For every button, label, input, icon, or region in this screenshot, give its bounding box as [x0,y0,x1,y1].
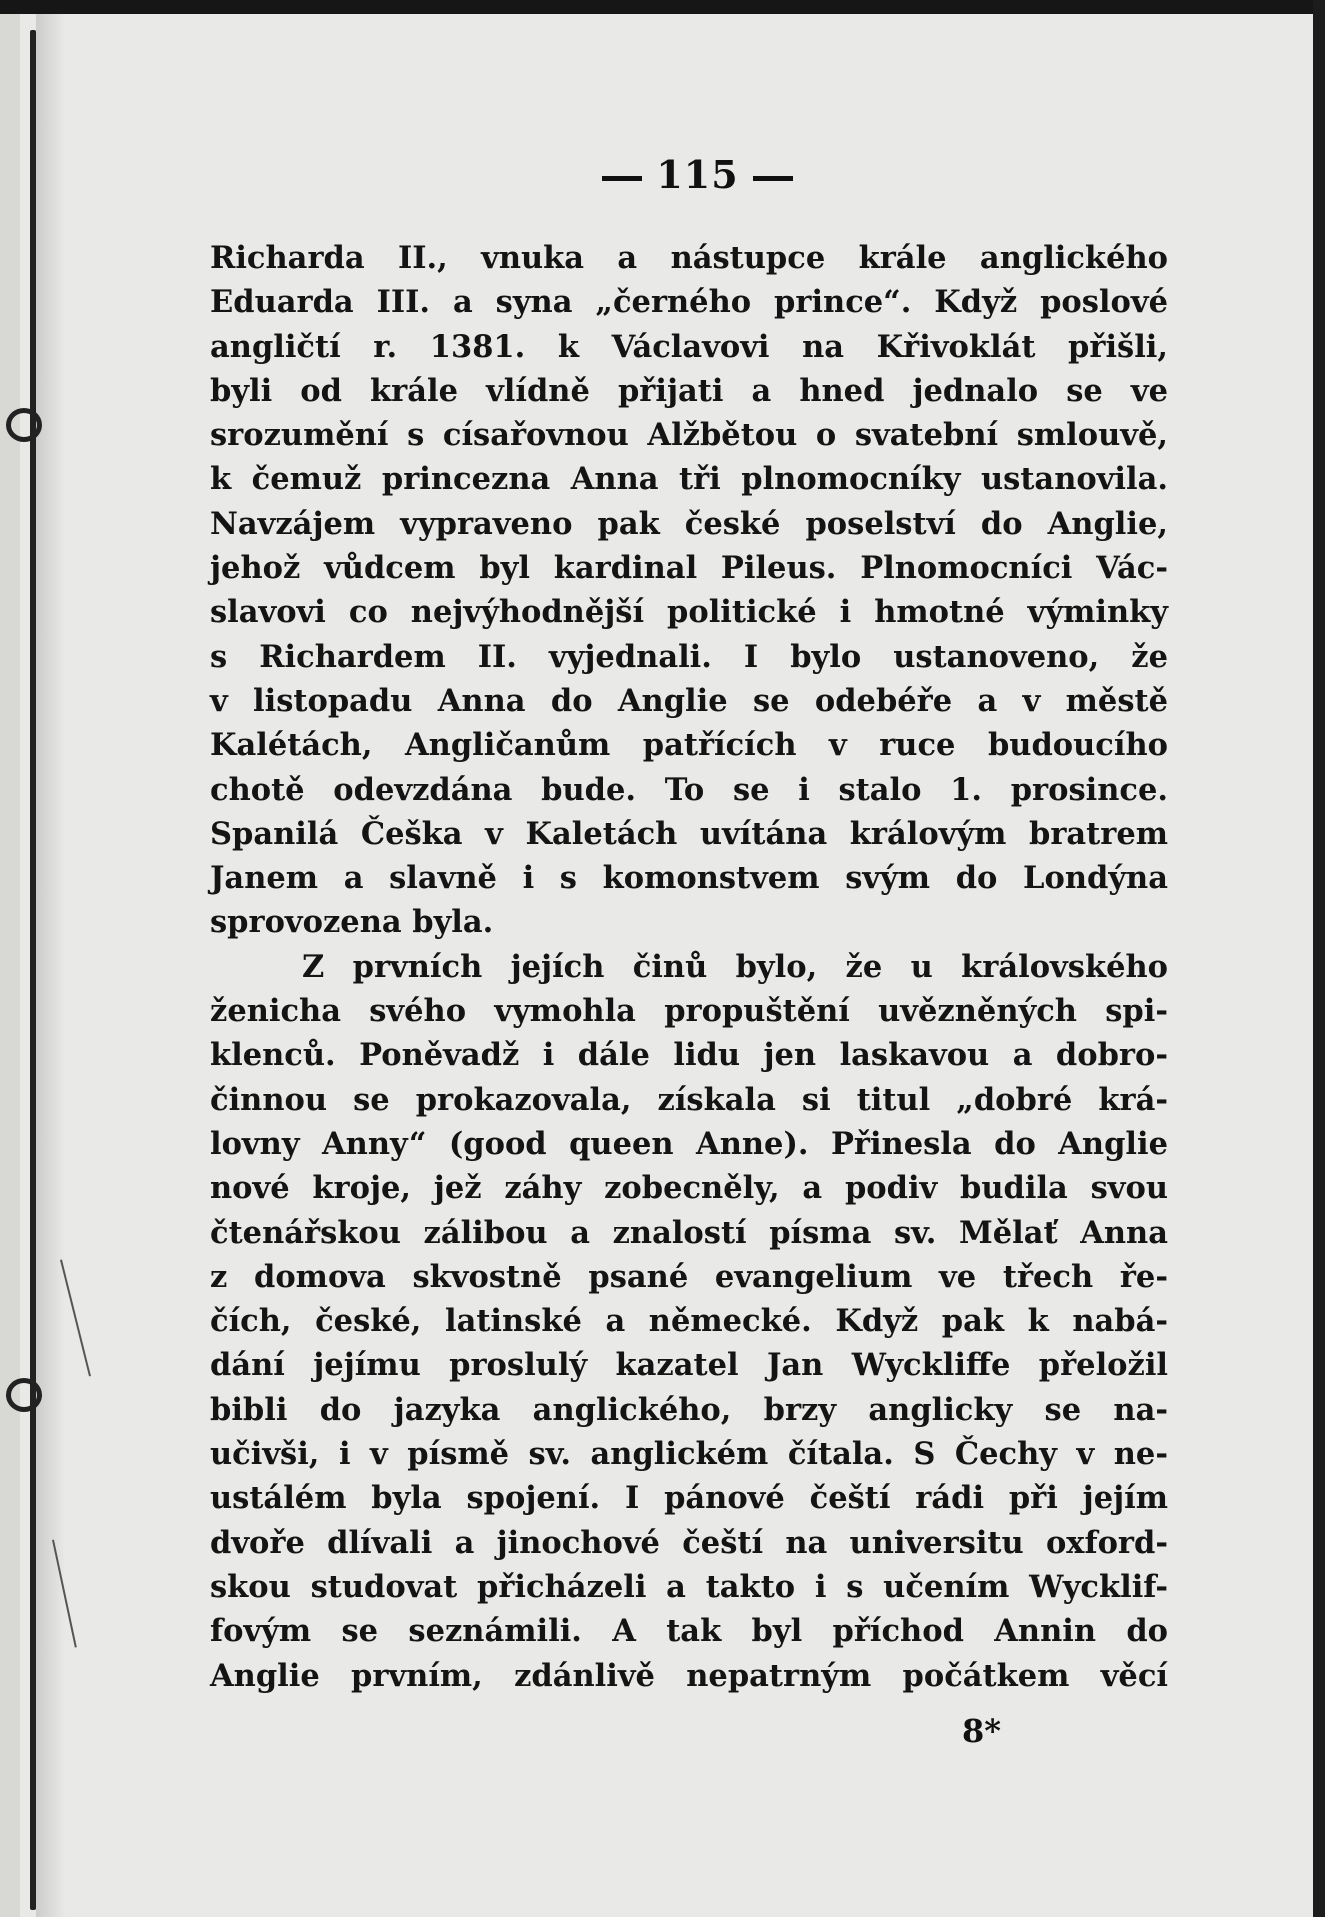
text-line: Navzájem vypraveno pak české poselství do Anglie, [210,505,1168,542]
page-left-margin [0,0,20,1917]
text-line: srozumění s císařovnou Alžbětou o svatební smlouvě, [210,417,1168,454]
paragraph-1 [210,236,1168,945]
page-number-dash-left [602,176,642,181]
text-line: nové kroje, jež záhy zobecněly, a podiv budila svou [210,1170,1168,1207]
text-line: Z prvních jejích činů bylo, že u královského [302,948,1168,985]
text-line: skou studovat přicházeli a takto i s učením Wycklif- [210,1568,1168,1605]
text-line: k čemuž princezna Anna tři plnomocníky ustanovila. [210,461,1168,498]
spine-shadow [36,0,66,1917]
text-line: čích, české, latinské a německé. Když pak k nabá- [210,1303,1168,1340]
text-line: klenců. Poněvadž i dále lidu jen laskavou a dobro- [210,1037,1168,1074]
text-line: ženicha svého vymohla propuštění uvězněných spi- [210,993,1168,1030]
text-line: dvoře dlívali a jinochové čeští na universitu oxford- [210,1524,1168,1561]
text-line: Eduarda III. a syna „černého prince“. Když poslové [210,284,1168,321]
text-line: čtenářskou zálibou a znalostí písma sv. Mělať Anna [210,1214,1168,1251]
scan-top-border [0,0,1325,14]
page-number [0,152,1325,197]
paragraph-2 [210,945,1168,1698]
text-line: Spanilá Češka v Kaletách uvítána královým bratrem [210,815,1168,852]
text-line: učivši, i v písmě sv. anglickém čítala. S Čechy v ne- [210,1436,1168,1473]
text-line: chotě odevzdána bude. To se i stalo 1. prosince. [210,771,1168,808]
page-number-value: 115 [656,152,739,197]
text-line: z domova skvostně psané evangelium ve třech ře- [210,1258,1168,1295]
text-line: s Richardem II. vyjednali. I bylo ustanoveno, že [210,638,1168,675]
text-line: ustálém byla spojení. I pánové čeští rádi při jejím [210,1480,1168,1517]
binding-hole-mark [6,408,42,442]
text-line: Janem a slavně i s komonstvem svým do Londýna [210,860,1168,897]
text-line: dání jejímu proslulý kazatel Jan Wyckliffe přeložil [210,1347,1168,1384]
text-line: bibli do jazyka anglického, brzy anglicky se na- [210,1391,1168,1428]
printer-signature-mark: 8* [962,1712,1001,1750]
text-line: činnou se prokazovala, získala si titul „dobré krá- [210,1081,1168,1118]
page-number-dash-right [753,176,793,181]
text-line: Anglie prvním, zdánlivě nepatrným počátkem věcí [210,1657,1168,1694]
text-line: slavovi co nejvýhodnější politické i hmotné výminky [210,594,1168,631]
binding-line [30,30,36,1910]
text-line: sprovozena byla. [210,904,494,941]
text-line: angličtí r. 1381. k Václavovi na Křivoklát přišli, [210,328,1168,365]
text-line: lovny Anny“ (good queen Anne). Přinesla do Anglie [210,1125,1168,1162]
body-text [210,236,1168,1698]
binding-hole-mark [6,1378,42,1412]
scan-right-border [1313,0,1325,1917]
text-line: Richarda II., vnuka a nástupce krále anglického [210,240,1168,276]
text-line: byli od krále vlídně přijati a hned jednalo se ve [210,372,1168,409]
text-line: Kalétách, Angličanům patřících v ruce budoucího [210,727,1168,764]
text-line: jehož vůdcem byl kardinal Pileus. Plnomocníci Vác- [210,550,1168,587]
text-line: v listopadu Anna do Anglie se odebéře a v městě [210,682,1168,719]
text-line: fovým se seznámili. A tak byl příchod Annin do [210,1613,1168,1650]
